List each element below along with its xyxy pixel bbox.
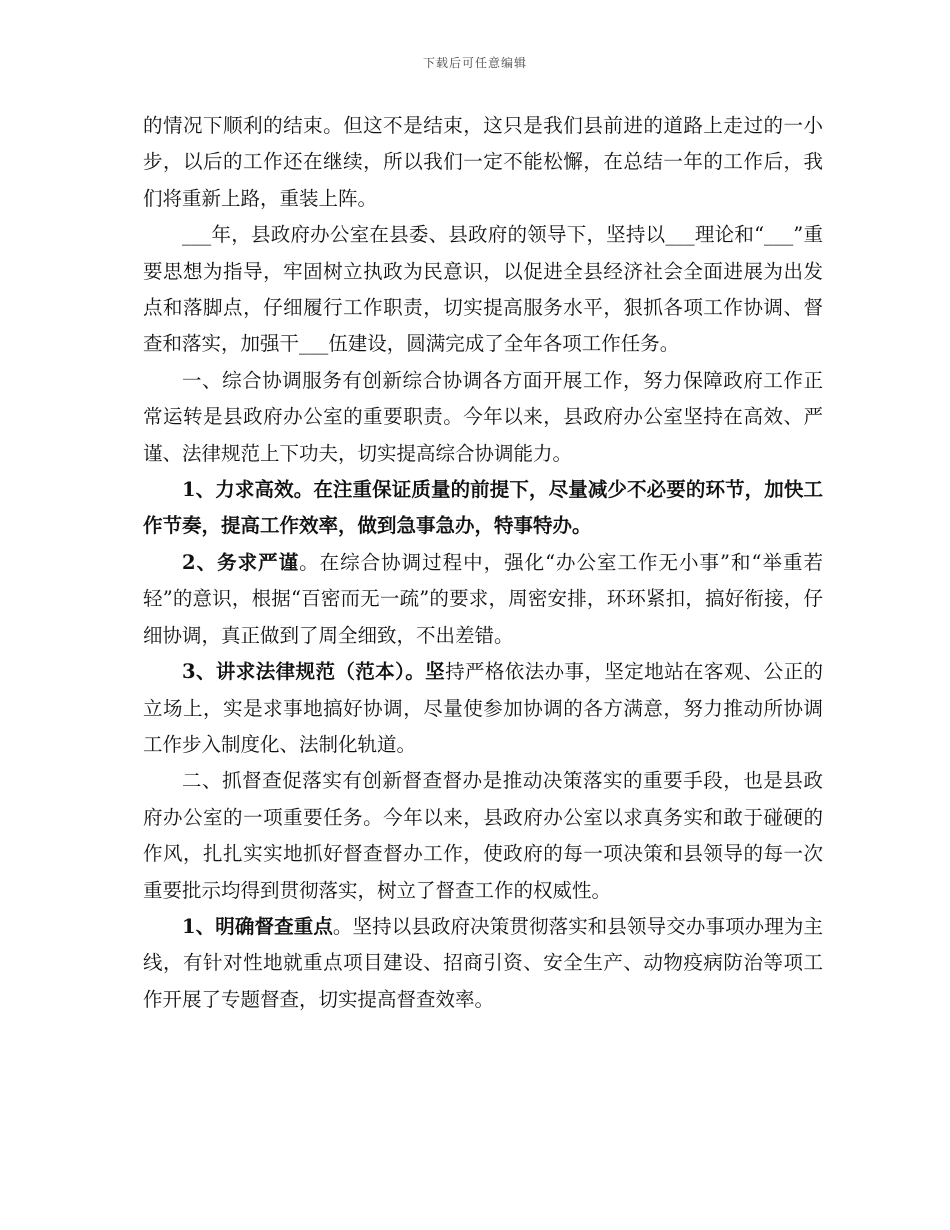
point-efficiency-paragraph: 1、力求高效。在注重保证质量的前提下，尽量减少不必要的环节，加快工作节奏，提高工作效率，做到急事急办，特事特办。 — [143, 478, 823, 538]
point-supervision-text: 。坚持以县政府决策贯彻落实和县领导交办事项办理为主线，有针对性地就重点项目建设、招商引资、安全生产、动物疫病防治等项工作开展了专题督查，切实提高督查效率。 — [143, 914, 823, 1011]
paragraph-continuation: 的情况下顺利的结束。但这不是结束，这只是我们县前进的道路上走过的一小步，以后的工作还在继续，所以我们一定不能松懈，在总结一年的工作后，我们将重新上路，重装上阵。 — [143, 114, 823, 210]
point-rigor-heading: 2、务求严谨 — [182, 550, 300, 574]
point-legal-paragraph — [143, 654, 823, 763]
section-two-paragraph: 二、抓督查促落实有创新督查督办是推动决策落实的重要手段，也是县政府办公室的一项重要任务。今年以来，县政府办公室以求真务实和敢于碰硬的作风，扎扎实实地抓好督查督办工作，使政府的每一项决策和县领导的每一次重要批示均得到贯彻落实，树立了督查工作的权威性。 — [143, 769, 823, 902]
document-body — [143, 108, 823, 1018]
point-legal-heading: 3、讲求法律规范（范本）。坚 — [182, 660, 446, 684]
point-rigor-text: 。在综合协调过程中，强化“办公室工作无小事”和“举重若轻”的意识，根据“百密而无一疏”的要求，周密安排，环环紧扣，搞好衔接，仔细协调，真正做到了周全细致，不出差错。 — [143, 550, 823, 647]
point-rigor-paragraph — [143, 545, 823, 654]
page-header-note: 下载后可任意编辑 — [422, 56, 527, 70]
section-one-paragraph: 一、综合协调服务有创新综合协调各方面开展工作，努力保障政府工作正常运转是县政府办公室的重要职责。今年以来，县政府办公室坚持在高效、严谨、法律规范上下功夫，切实提高综合协调能力。 — [143, 368, 823, 465]
paragraph-intro: ___年，县政府办公室在县委、县政府的领导下，坚持以___理论和“___”重要思想为指导，牢固树立执政为民意识，以促进全县经济社会全面进展为出发点和落脚点，仔细履行工作职责，切实提高服务水平，狠抓各项工作协调、督查和落实，加强干___伍建设，圆满完成了全年各项工作任务。 — [143, 223, 823, 356]
point-legal-text: 持严格依法办事，坚定地站在客观、公正的立场上，实是求事地搞好协调，尽量使参加协调的各方满意，努力推动所协调工作步入制度化、法制化轨道。 — [143, 660, 823, 756]
point-supervision-heading: 1、明确督查重点 — [182, 914, 333, 938]
point-supervision-paragraph — [143, 909, 823, 1018]
